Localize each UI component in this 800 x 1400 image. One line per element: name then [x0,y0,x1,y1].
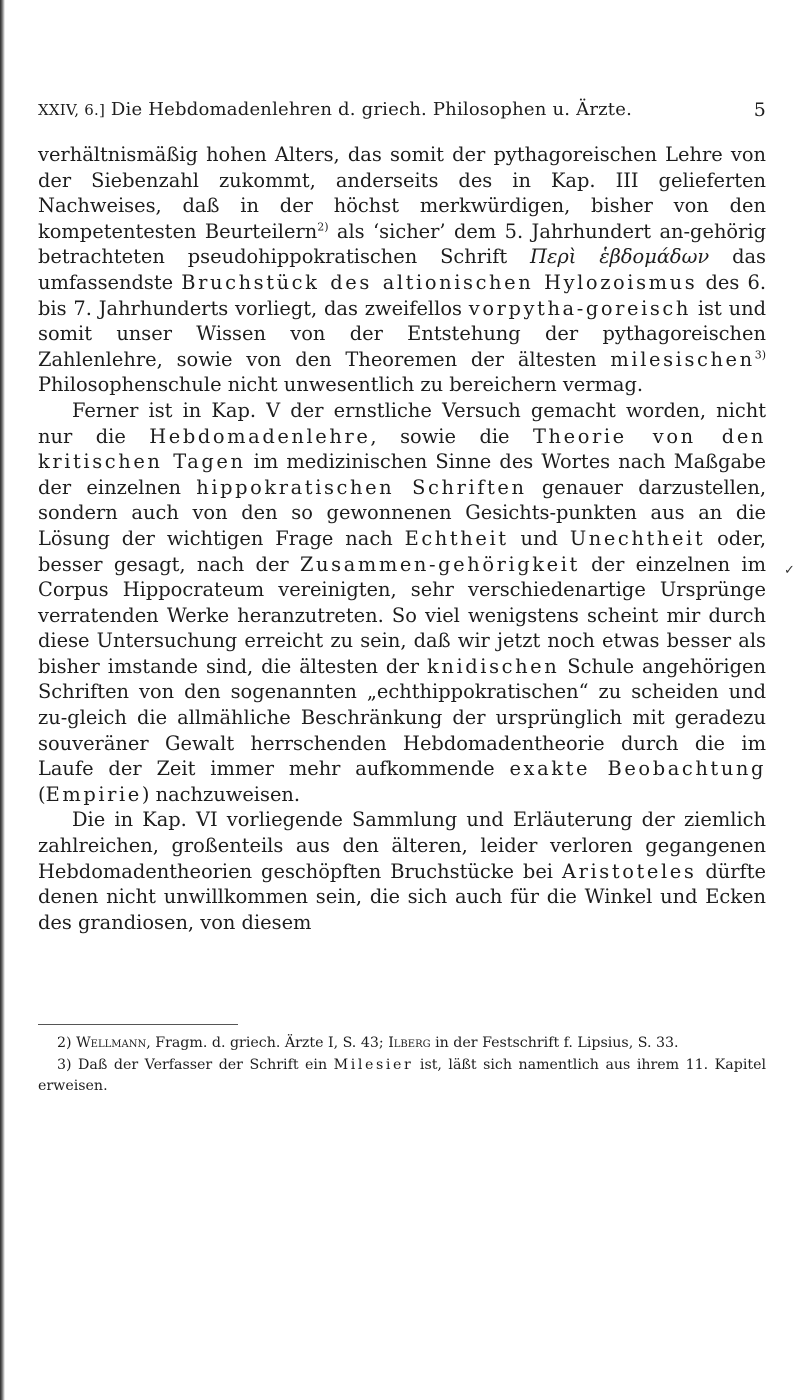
text-run: des 6. bis 7. Jahrhunderts vorliegt, das zweifellos [38,270,766,320]
text-run: das umfassendste [38,245,766,294]
author-name: Ilberg [388,1035,431,1051]
text-run: im medizinischen Sinne des Wortes nach Maßgabe der einzelnen [38,450,766,499]
footnote-divider [38,1024,238,1025]
text-run: Ferner ist in Kap. V der ernstliche Versuch gemacht worden, nicht nur die [38,398,766,448]
text-run: ist, läßt sich namentlich aus ihrem 11. Kapitel erweisen. [38,1056,766,1094]
text-run: ist und somit unser Wissen von der Entstehung der pythagoreischen Zahlenlehre, sowie von den Theoremen der ältesten [38,296,766,371]
page-binding-edge [0,0,5,1400]
emphasis-spaced: milesischen [610,347,755,371]
emphasis-spaced: exakte Beobachtung [509,757,767,781]
emphasis-spaced: Echtheit [404,526,509,550]
page-number: 5 [753,99,766,121]
footnote-ref-3: 3) [754,348,766,362]
header-title: Die Hebdomadenlehren d. griech. Philosophen u. Ärzte. [110,99,633,120]
emphasis-spaced: Bruchstück des altionischen Hylozoismus [181,270,698,294]
text-run: verhältnismäßig hohen Alters, das somit der pythagoreischen Lehre von der Siebenzahl zukommt, anderseits des in Kap. III gelieferten Nachweises, daß in der höchst merkwürdigen, bisher von den kompetentesten Beurteilern [38,143,766,243]
emphasis-spaced: Aristoteles [562,859,697,883]
text-run: Schule angehörigen Schriften von den sogenannten „echthippokratischen“ zu scheiden und zu-gleich die allmähliche Beschränkung der ursprünglich mit geradezu souveräner Gewalt herrschenden Hebdomadentheorie durch die im Laufe der Zeit immer mehr aufkommende [38,654,767,781]
text-run: ) nachzuweisen. [141,782,301,806]
text-run: dürfte denen nicht unwillkommen sein, die sich auch für die Winkel und Ecken des grandiosen, von diesem [38,859,766,934]
footnote-number: 2) [57,1035,72,1051]
text-run: der einzelnen im Corpus Hippocrateum vereinigten, sehr verschiedenartige Ursprünge verratenden Werke heranzutreten. So viel wenigstens scheint mir durch diese Untersuchung erreicht zu sein, daß wir jetzt noch etwas besser als bisher imstande sind, die ältesten der [38,552,767,678]
emphasis-spaced: Theorie von den kritischen Tagen [38,424,766,474]
text-run: und [508,526,570,550]
footnote-number: 3) [57,1056,72,1073]
paragraph-1 [38,142,766,398]
text-run: in der Festschrift f. Lipsius, S. 33. [430,1035,679,1051]
paragraph-3 [38,807,766,935]
greek-title: Περὶ ἑβδομάδων [530,245,710,269]
header-section: XXIV, 6.] [38,101,105,119]
emphasis-spaced: Hebdomadenlehre [149,424,371,448]
emphasis-spaced: vorpytha-goreisch [468,296,691,320]
emphasis-spaced: Empirie [45,782,142,806]
text-run: Die in Kap. VI vorliegende Sammlung und Erläuterung der ziemlich zahlreichen, großenteils aus den älteren, leider verloren gegangenen Hebdomadentheorien geschöpften Bruchstücke bei [38,808,766,883]
emphasis-spaced: knidischen [427,654,560,678]
text-run: als ‘sicher’ dem 5. Jahrhundert an-gehörig betrachteten pseudohippokratischen Schrift [38,219,766,269]
emphasis-spaced: hippokratischen Schriften [196,475,527,499]
footnote-ref-2: 2) [317,220,329,234]
footnote-2 [38,1033,766,1055]
paragraph-2 [38,398,766,808]
text-run: Daß der Verfasser der Schrift ein [71,1056,334,1073]
text-run: , Fragm. d. griech. Ärzte I, S. 43; [146,1035,389,1051]
text-run: ( [38,782,46,806]
emphasis-spaced: Zusammen-gehörigkeit [299,552,580,576]
body-text [38,142,766,935]
author-name: Wellmann [76,1035,147,1051]
margin-pencil-mark: ✓ [784,563,795,578]
footnote-3 [38,1055,766,1098]
emphasis-spaced: Unechtheit [569,526,706,550]
footnotes [38,1033,766,1098]
text-run: genauer darzustellen, sondern auch von den so gewonnenen Gesichts-punkten aus an die Lösung der wichtigen Frage nach [38,475,766,550]
running-header [38,99,766,120]
text-run: , sowie die [370,424,534,448]
text-run: oder, besser gesagt, nach der [38,526,766,576]
emphasis-spaced: Milesier [333,1056,414,1073]
text-run: Philosophenschule nicht unwesentlich zu bereichern vermag. [38,373,644,397]
